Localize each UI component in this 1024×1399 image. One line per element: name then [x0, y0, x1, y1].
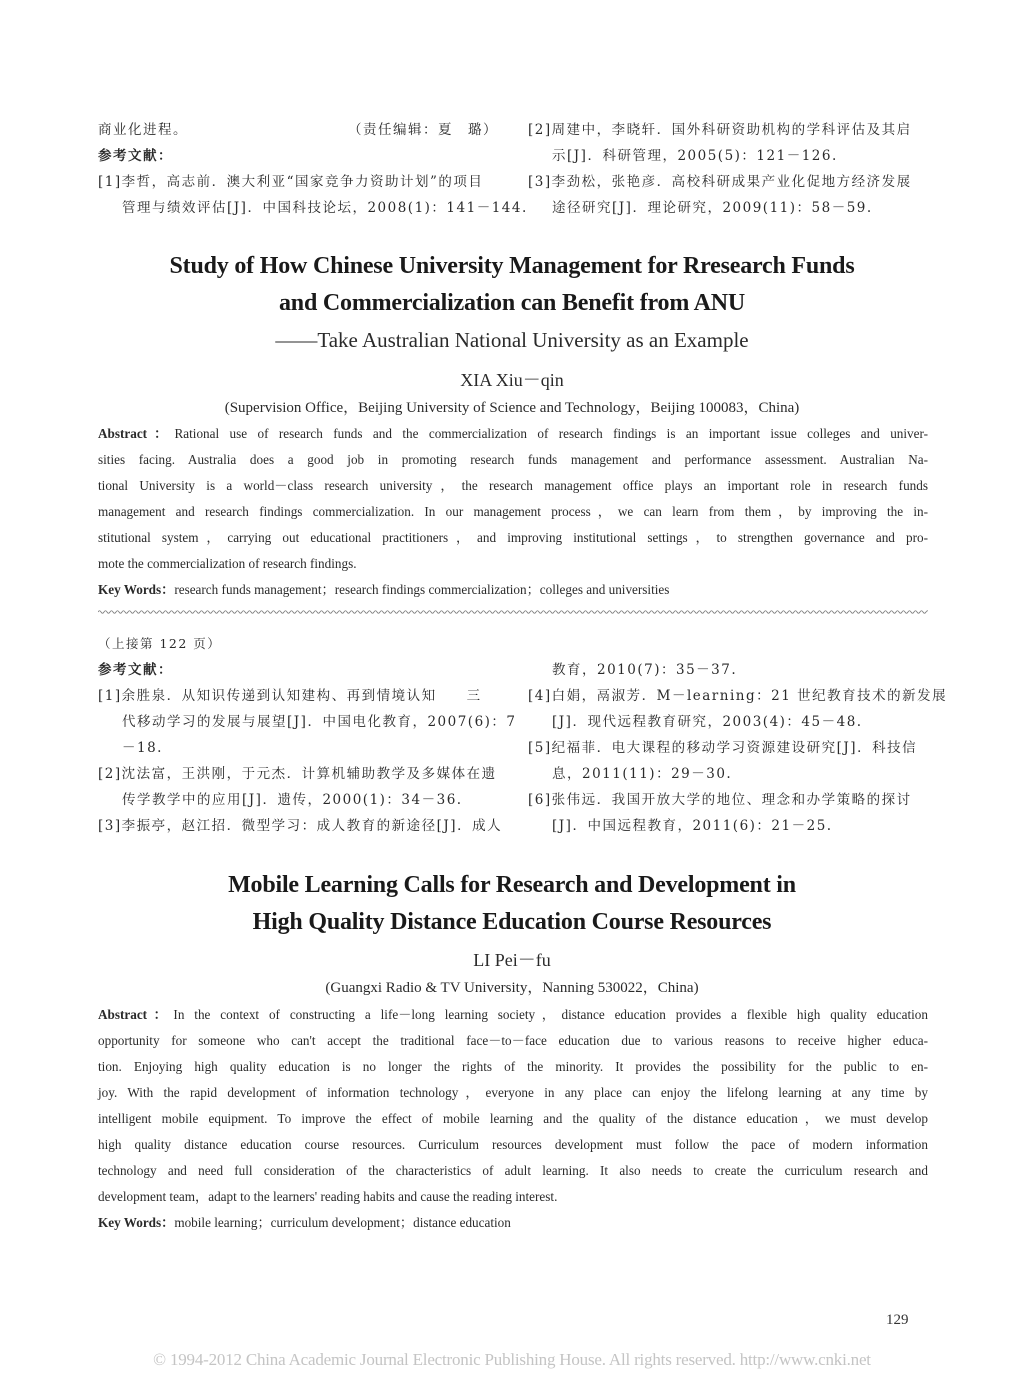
article2-affiliation: (Guangxi Radio & TV University，Nanning 530022，China): [325, 980, 699, 996]
editor-credit: （责任编辑：夏 璐）: [348, 122, 498, 138]
keywords-label: Key Words：: [98, 1215, 175, 1230]
article1-abstract: Abstract：Rational use of research funds and the commercialization of research findings is an important issue colleges and univer- sities facing. Australia does a good job in promoting research funds management and performance assessment. Australian Na- tional University is a world－class research university，the research management office plays an important role in research funds management and research findings commercialization. In our management process，we can learn from them，by improving the in- stitutional system，carrying out educational practitioners，and improving institutional settings，to strengthen governance and pro- mote the commercialization of research findings. Key Words：research funds management；research findings commercialization；colleges and universities: [98, 421, 928, 603]
article1-author: XIA Xiu－qin: [460, 370, 564, 390]
abstract-label: Abstract：: [98, 1007, 174, 1022]
page-number: 129: [886, 1312, 909, 1328]
bottom-right-column: [528, 657, 948, 839]
article1-subtitle: ——Take Australian National University as an Example: [275, 328, 749, 352]
reference-item: [1]李哲，高志前．澳大利亚“国家竞争力资助计划”的项目 管理与绩效评估[J]．中国科技论坛，2008(1)：141－144.: [98, 174, 528, 216]
continued-from-note: （上接第 122 页）: [98, 636, 222, 651]
reference-item: [2]周建中，李晓轩．国外科研资助机构的学科评估及其启 示[J]．科研管理，2005(5)：121－126.: [528, 122, 912, 164]
reference-item: [3]李振亭，赵江招．微型学习：成人教育的新途径[J]．成人: [98, 818, 503, 834]
copyright-footer: © 1994-2012 China Academic Journal Electronic Publishing House. All rights reserved. http://www.cnki.net: [153, 1350, 871, 1369]
reference-continuation: 教育，2010(7)：35－37.: [552, 662, 738, 678]
reference-item: [2]沈法富，王洪刚，于元杰．计算机辅助教学及多媒体在遗 传学教学中的应用[J]．遗传，2000(1)：34－36.: [98, 766, 497, 808]
references-heading: 参考文献：: [98, 662, 173, 678]
wavy-separator: [98, 608, 928, 616]
article1-keywords: Key Words：research funds management；research findings commercialization；colleges and universities: [98, 582, 670, 597]
keywords-label: Key Words：: [98, 582, 175, 597]
article1-title-line2: and Commercialization can Benefit from ANU: [279, 290, 745, 316]
article2-keywords: Key Words：mobile learning；curriculum development；distance education: [98, 1215, 511, 1230]
bottom-left-column: [98, 657, 517, 839]
reference-item: [6]张伟远．我国开放大学的地位、理念和办学策略的探讨 [J]．中国远程教育，2011(6)：21－25.: [528, 792, 912, 834]
top-right-column: [528, 117, 928, 221]
top-left-column: [98, 117, 528, 221]
article2-abstract: Abstract：In the context of constructing a life－long learning society，distance education provides a flexible high quality education opportunity for someone who can't accept the traditional face－to－face education due to various reasons to receive higher educa- tion. Enjoying high quality education is no longer the rights of the minority. It provides the possibility for the public to en- joy. With the rapid development of information technology，everyone in any place can enjoy the lifelong learning at any time by intelligent mobile equipment. To improve the effect of mobile learning and the quality of the distance education，we must develop high quality distance education course resources. Curriculum resources development must follow the pace of modern information technology and need full consideration of the characteristics of adult learning. It also needs to create the curriculum research and development team，adapt to the learners' reading habits and cause the reading interest. Key Words：mobile learning；curriculum development；distance education: [98, 1002, 928, 1236]
abstract-label: Abstract：: [98, 426, 175, 441]
references-heading: 参考文献：: [98, 148, 173, 164]
reference-item: [3]李劲松，张艳彦．高校科研成果产业化促地方经济发展 途径研究[J]．理论研究，2009(11)：58－59.: [528, 174, 912, 216]
article1-affiliation: (Supervision Office，Beijing University of Science and Technology，Beijing 100083，China): [224, 400, 800, 416]
article2-title-line2: High Quality Distance Education Course Resources: [252, 909, 772, 935]
article1-title-line1: Study of How Chinese University Management for Rresearch Funds: [169, 253, 855, 279]
reference-item: [1]余胜泉．从知识传递到认知建构、再到情境认知 三 代移动学习的发展与展望[J]．中国电化教育，2007(6)：7 －18.: [98, 688, 517, 756]
article2-title-line1: Mobile Learning Calls for Research and Development in: [228, 872, 796, 898]
reference-item: [5]纪福菲．电大课程的移动学习资源建设研究[J]．科技信 息，2011(11)：29－30.: [528, 740, 918, 782]
previous-article-ending: 商业化进程。: [98, 122, 188, 138]
reference-item: [4]白娟，鬲淑芳．M－learning：21 世纪教育技术的新发展 [J]．现代远程教育研究，2003(4)：45－48.: [528, 688, 948, 730]
article2-author: LI Pei－fu: [473, 950, 551, 970]
